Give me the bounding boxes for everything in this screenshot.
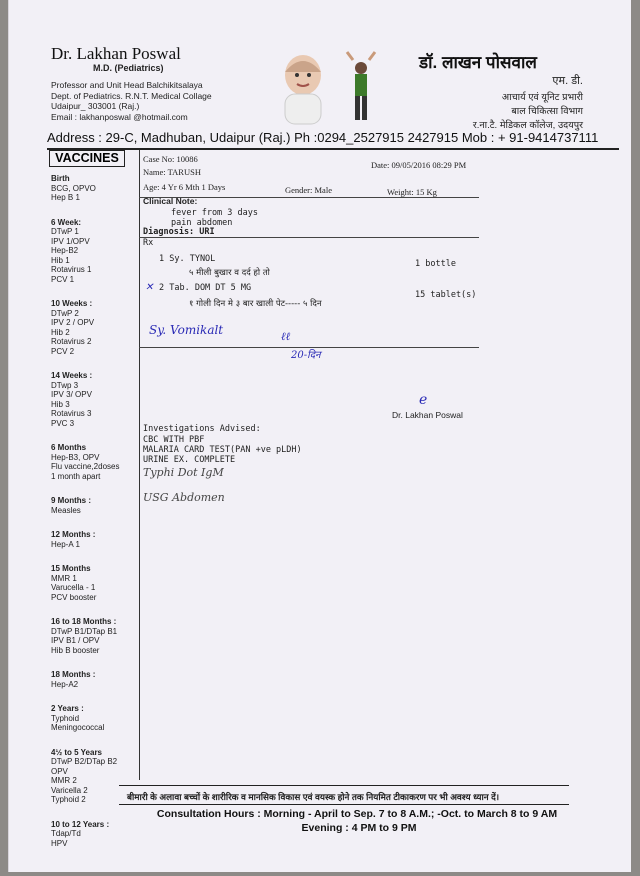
vaccine-item: BCG, OPVO	[51, 183, 96, 193]
vaccine-item: 1 month apart	[51, 471, 101, 481]
vaccine-group	[51, 670, 131, 689]
handwritten-medicine: Sy. Vomikalt	[149, 323, 224, 337]
handwritten-investigation: USG Abdomen	[143, 491, 225, 504]
vaccine-item: Varicella 2	[51, 785, 88, 795]
vaccine-item: DTwP B2/DTap B2	[51, 757, 118, 766]
medicine-1-qty: 1 bottle	[415, 259, 456, 269]
degree-hindi: एम. डी.	[552, 75, 583, 87]
vaccine-item: Flu vaccine,2doses	[51, 462, 120, 471]
vaccine-group-heading: 6 Months	[51, 443, 87, 452]
vaccine-item: Rotavirus 3	[51, 409, 92, 418]
investigation-item: URINE EX. COMPLETE	[143, 455, 236, 465]
vaccine-item: IPV B1 / OPV	[51, 636, 100, 645]
vaccine-item: PCV 1	[51, 274, 75, 284]
investigation-item: CBC WITH PBF	[143, 435, 205, 445]
vaccine-item: Measles	[51, 505, 81, 515]
medicine-2-dose: १ गोली दिन मे ३ बार खाली पेट----- ५ दिन	[189, 299, 322, 309]
consultation-hours: Consultation Hours : Morning - April to Sep. 7 to 8 A.M.; -Oct. to March 8 to 9 AM	[156, 808, 558, 820]
vaccine-group	[51, 564, 131, 602]
vaccine-group	[51, 748, 131, 805]
header-divider	[47, 148, 619, 150]
vaccine-item: Hib 3	[51, 399, 70, 409]
doctor-detail-line: Udaipur_ 303001 (Raj.)	[51, 101, 140, 111]
vaccine-group	[51, 443, 131, 481]
vaccine-item: DTwP 1	[51, 227, 79, 236]
diagnosis: Diagnosis: URI	[143, 227, 215, 237]
doctor-email: Email : lakhanposwal @hotmail.com	[51, 111, 188, 122]
vaccine-item: PVC 3	[51, 418, 75, 428]
patient-gender: Gender: Male	[285, 185, 332, 195]
children-illustration	[275, 50, 395, 130]
clinical-note-line: pain abdomen	[171, 218, 233, 228]
handwritten-initials: ℓℓ	[281, 330, 291, 343]
vaccine-item: IPV 2 / OPV	[51, 318, 95, 327]
vaccine-group	[51, 218, 131, 285]
vaccine-item: Tdap/Td	[51, 829, 81, 838]
vaccine-group-heading: 15 Months	[51, 564, 91, 573]
vaccine-group-heading: 6 Week:	[51, 217, 82, 227]
doctor-detail-line: Dept. of Pediatrics. R.N.T. Medical Collage	[51, 90, 212, 101]
clinical-note-line: fever from 3 days	[171, 208, 258, 218]
footer-note: बीमारी के अलावा बच्चों के शारीरिक व मानसिक विकास एवं वयस्क होने तक नियमित टीकाकरण पर भी अवश्य ध्यान दें।	[127, 792, 500, 802]
vaccine-group-heading: 2 Years :	[51, 704, 84, 713]
doctor-detail-line: Professor and Unit Head Balchikitsalaya	[51, 80, 203, 90]
doctor-name-hindi: डॉ. लाखन पोसवाल	[419, 53, 537, 72]
investigations-label: Investigations Advised:	[143, 424, 261, 434]
vaccine-item: PCV booster	[51, 592, 97, 602]
vaccine-list	[51, 174, 131, 863]
vaccine-group-heading: 4½ to 5 Years	[51, 747, 102, 757]
vaccine-group-heading: Birth	[51, 174, 70, 183]
doctor-degree: M.D. (Pediatrics)	[93, 63, 164, 73]
hindi-line: र.ना.टै. मेडिकल कॉलेज, उदयपुर	[472, 120, 583, 131]
handwritten-investigation: Typhi Dot IgM	[143, 466, 224, 479]
handwritten-duration: 20-दिन	[291, 350, 321, 361]
footer-divider	[119, 785, 569, 786]
vaccine-item: Typhoid 2	[51, 795, 86, 804]
evening-hours: Evening : 4 PM to 9 PM	[301, 822, 417, 834]
doctor-details	[51, 80, 212, 122]
vaccine-group	[51, 617, 131, 655]
medicine-2: 2 Tab. DOM DT 5 MG	[159, 283, 252, 293]
vaccines-title: VACCINES	[49, 150, 125, 167]
vaccine-group-heading: 10 to 12 Years :	[51, 819, 110, 829]
visit-date: Date: 09/05/2016 08:29 PM	[371, 160, 467, 170]
vaccine-item: Varucella - 1	[51, 583, 96, 592]
vaccine-group-heading: 10 Weeks :	[51, 299, 93, 308]
vaccine-group	[51, 704, 131, 733]
vaccine-item: Rotavirus 1	[51, 265, 92, 274]
rx-label: Rx	[143, 238, 154, 248]
vaccine-item: Meningococcal	[51, 723, 105, 732]
vaccine-group	[51, 496, 131, 515]
patient-weight: Weight: 15 Kg	[387, 187, 437, 197]
medicine-1-dose: ५ मीली बुखार व दर्द हो तो	[189, 268, 270, 278]
vaccine-group-heading: 16 to 18 Months :	[51, 617, 117, 626]
clinical-note-label: Clinical Note:	[143, 196, 198, 206]
vaccine-group-heading: 14 Weeks :	[51, 371, 93, 380]
vaccine-item: Hep-A 1	[51, 539, 80, 549]
vaccine-group	[51, 174, 131, 203]
medicine-2-qty: 15 tablet(s)	[415, 290, 477, 300]
vaccine-item: Rotavirus 2	[51, 337, 92, 346]
handwritten-mark: ✕	[145, 282, 154, 293]
vaccine-item: DTwP 2	[51, 308, 79, 318]
vaccine-item: DTwP B1/DTap B1	[51, 626, 118, 636]
vaccine-item: Hep-B3, OPV	[51, 452, 100, 462]
doctor-name: Dr. Lakhan Poswal	[51, 44, 181, 63]
hindi-line: आचार्य एवं यूनिट प्रभारी	[501, 92, 583, 103]
medicine-1: 1 Sy. TYNOL	[159, 254, 216, 264]
patient-name: Name: TARUSH	[143, 167, 201, 177]
vaccine-group	[51, 371, 131, 428]
investigation-item: MALARIA CARD TEST(PAN +ve pLDH)	[143, 445, 302, 455]
vaccine-item: IPV 1/OPV	[51, 236, 90, 246]
vaccine-item: Hib B booster	[51, 645, 100, 655]
vaccine-group	[51, 820, 131, 849]
case-number: Case No: 10086	[143, 154, 198, 164]
vaccine-item: Hep-A2	[51, 679, 79, 689]
signature-mark: e	[419, 392, 428, 408]
vaccine-item: Hep-B2	[51, 246, 79, 255]
vaccine-item: DTwp 3	[51, 380, 79, 390]
address-line: Address : 29-C, Madhuban, Udaipur (Raj.) Ph :0294_2527915 2427915 Mob : + 91-9414737111	[47, 130, 599, 145]
vaccine-item: MMR 2	[51, 776, 77, 785]
rx-divider	[139, 347, 479, 348]
vaccine-item: HPV	[51, 838, 68, 848]
vaccine-item: Hib 1	[51, 255, 70, 265]
vaccine-group-heading: 18 Months :	[51, 670, 96, 679]
footer-divider-2	[119, 804, 569, 805]
vaccine-item: Hib 2	[51, 327, 70, 337]
vaccine-group	[51, 530, 131, 549]
vaccine-item: Typhoid	[51, 713, 80, 723]
prescription-sheet	[8, 0, 631, 872]
diagnosis-divider	[139, 237, 479, 238]
signature-name: Dr. Lakhan Poswal	[392, 410, 463, 420]
patient-age: Age: 4 Yr 6 Mth 1 Days	[143, 182, 226, 192]
column-divider	[139, 150, 140, 780]
vaccine-item: Hep B 1	[51, 193, 80, 202]
hindi-line: बाल चिकित्सा विभाग	[511, 106, 583, 117]
vaccine-group-heading: 9 Months :	[51, 496, 91, 505]
vaccine-item: OPV	[51, 766, 68, 776]
vaccine-item: IPV 3/ OPV	[51, 390, 92, 399]
vaccine-item: PCV 2	[51, 346, 75, 356]
vaccine-item: MMR 1	[51, 573, 77, 583]
vaccine-group-heading: 12 Months :	[51, 530, 96, 539]
vaccine-group	[51, 299, 131, 356]
